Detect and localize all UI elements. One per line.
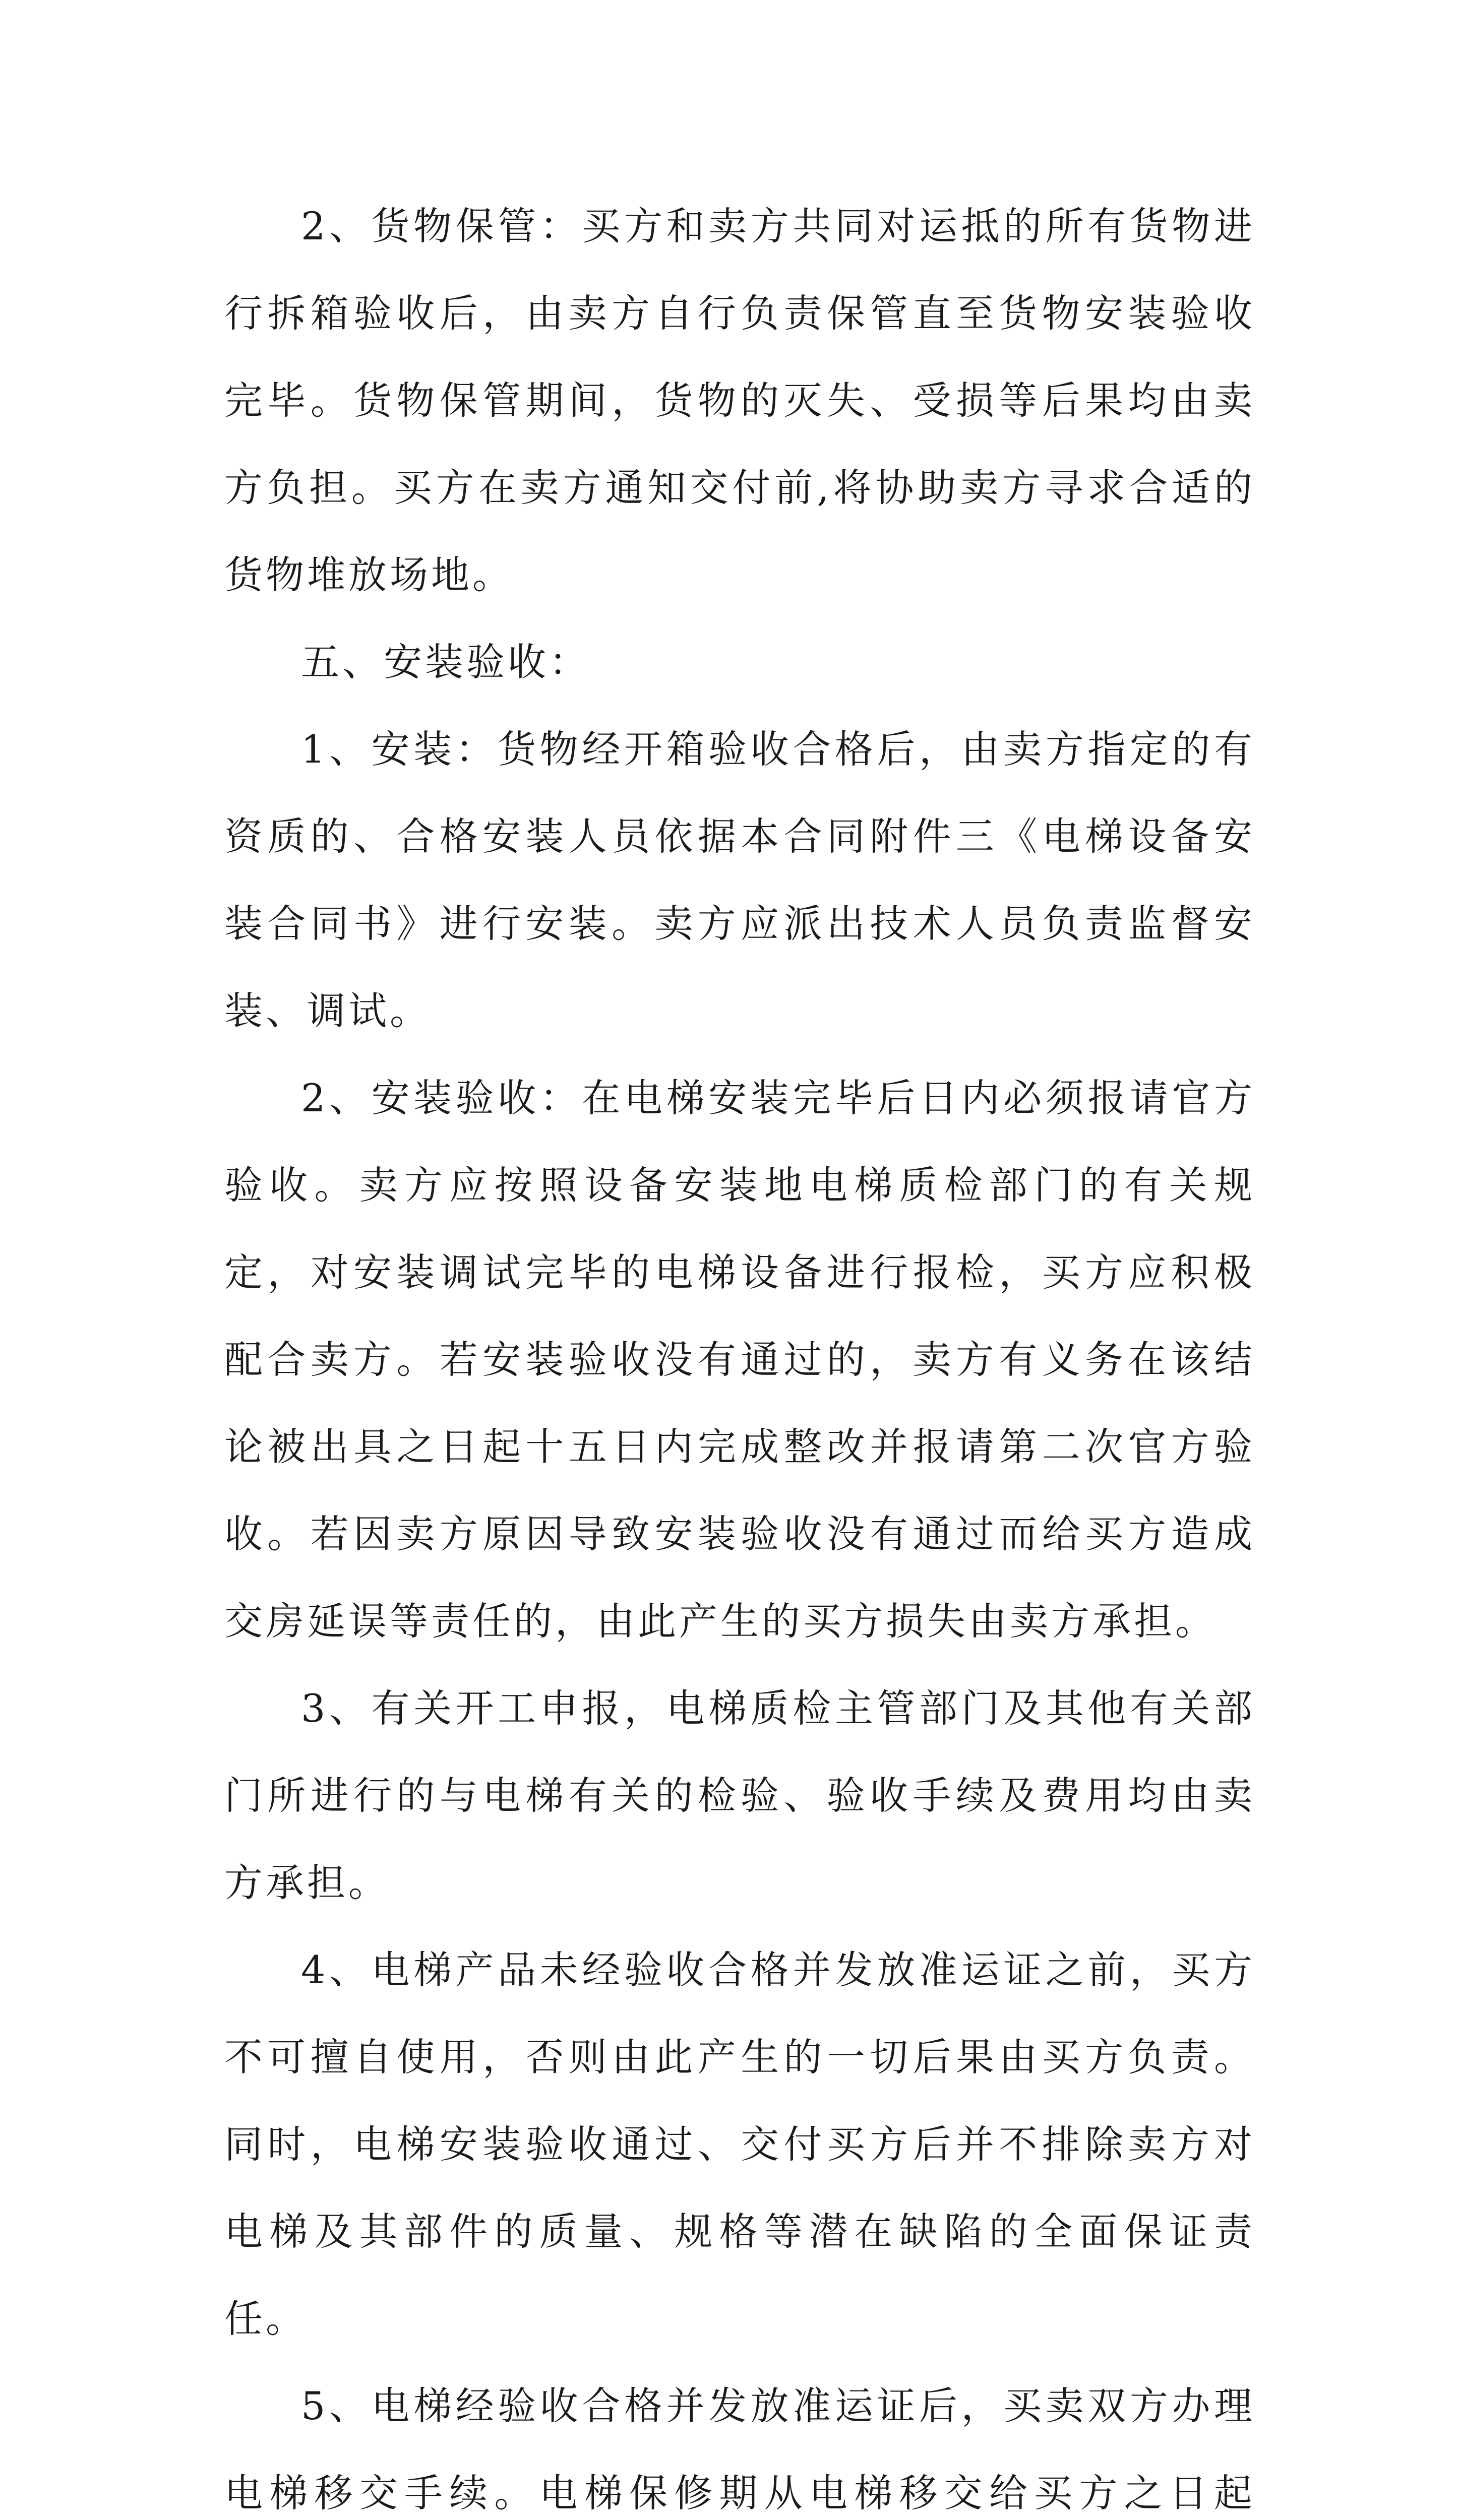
- paragraph-handover: 5、电梯经验收合格并发放准运证后，买卖双方办理电梯移交手续。电梯保修期从电梯移交给买方之日起: [224, 2383, 1255, 2515]
- paragraph-usage-restriction: 4、电梯产品未经验收合格并发放准运证之前，买方不可擅自使用，否则由此产生的一切后果由买方负责。同时，电梯安装验收通过、交付买方后并不排除卖方对电梯及其部件的质量、规格等潜在缺陷的全面保证责任。: [224, 1947, 1255, 2341]
- document-body: [224, 182, 1255, 2520]
- heading-installation-acceptance: 五、安装验收：: [301, 640, 590, 684]
- paragraph-declaration-fees: 3、有关开工申报，电梯质检主管部门及其他有关部门所进行的与电梯有关的检验、验收手续及费用均由卖方承担。: [224, 1686, 1255, 1905]
- paragraph-installation: 1、安装：货物经开箱验收合格后，由卖方指定的有资质的、合格安装人员依据本合同附件三《电梯设备安装合同书》进行安装。卖方应派出技术人员负责监督安装、调试。: [224, 727, 1255, 1033]
- paragraph-goods-storage: 2、货物保管：买方和卖方共同对运抵的所有货物进行拆箱验收后，由卖方自行负责保管直至货物安装验收完毕。货物保管期间，货物的灭失、受损等后果均由卖方负担。买方在卖方通知交付前,将协助卖方寻求合适的货物堆放场地。: [224, 204, 1255, 597]
- paragraph-installation-acceptance: 2、安装验收：在电梯安装完毕后日内必须报请官方验收。卖方应按照设备安装地电梯质检部门的有关规定，对安装调试完毕的电梯设备进行报检，买方应积极配合卖方。若安装验收没有通过的，卖方有义务在该结论被出具之日起十五日内完成整改并报请第二次官方验收。若因卖方原因导致安装验收没有通过而给买方造成交房延误等责任的，由此产生的买方损失由卖方承担。: [224, 1076, 1255, 1644]
